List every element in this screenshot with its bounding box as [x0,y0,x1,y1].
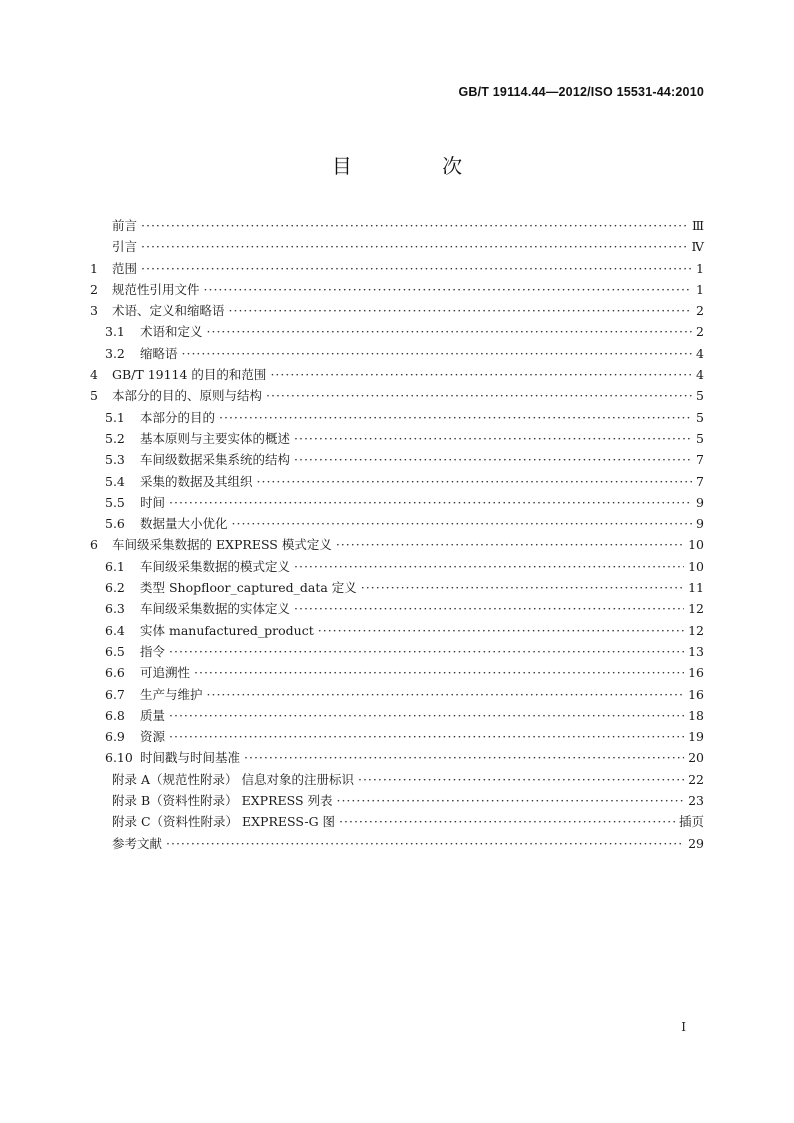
toc-entry-page: 7 [696,452,704,468]
toc-leader-dots [204,279,693,300]
toc-leader-dots [141,258,692,279]
toc-entry-page: 16 [688,665,704,681]
toc-leader-dots [169,705,684,726]
toc-entry-number: 6.5 [105,643,125,659]
toc-leader-dots [244,747,684,768]
toc-entry-number: 6.4 [105,622,125,638]
toc-leader-dots [339,811,675,832]
toc-entry-label: 缩略语 [140,345,178,361]
toc-entry-6-3[interactable] [90,598,704,619]
toc-entry-number: 3.2 [105,345,125,361]
toc-entry-label: 引言 [112,239,138,255]
toc-leader-dots [169,726,684,747]
toc-entry-6-10[interactable] [90,747,704,768]
toc-entry-3-2[interactable] [90,343,704,364]
toc-entry-label: 参考文献 [112,835,163,851]
toc-entry-6-2[interactable] [90,577,704,598]
toc-entry-label: 前言 [112,218,138,233]
toc-entry-6-8[interactable] [90,705,704,726]
toc-entry-label: 规范性引用文件 [112,281,200,297]
toc-entry-6-9[interactable] [90,726,704,747]
toc-entry-label: 车间级数据采集系统的结构 [140,452,291,468]
toc-entry-annex-a[interactable] [90,769,704,790]
toc-leader-dots [232,513,693,534]
toc-entry-page: 插页 [678,814,704,830]
toc-entry-number: 5.3 [105,452,125,468]
toc-entry-label: 车间级采集数据的实体定义 [140,601,291,617]
toc-entry-number: 6 [90,537,98,553]
toc-entry-1[interactable] [90,258,704,279]
table-of-contents [90,215,704,854]
toc-entry-3[interactable] [90,300,704,321]
toc-entry-number: 5.1 [105,409,125,425]
toc-entry-page: 20 [688,750,704,766]
toc-entry-page: Ⅳ [691,239,704,255]
toc-entry-number: 6.2 [105,580,125,596]
toc-leader-dots [361,577,684,598]
toc-entry-page: 16 [688,686,704,702]
toc-entry-5-6[interactable] [90,513,704,534]
toc-entry-2[interactable] [90,279,704,300]
toc-leader-dots [294,449,692,470]
toc-entry-page: 1 [696,260,704,276]
toc-leader-dots [270,364,692,385]
toc-entry-number: 5 [90,388,98,404]
toc-entry-label: 采集的数据及其组织 [140,473,253,489]
toc-entry-page: 10 [688,537,704,553]
toc-entry-5[interactable] [90,385,704,406]
toc-entry-number: 6.6 [105,665,125,681]
toc-entry-bibliography[interactable] [90,833,704,854]
toc-entry-number: 3.1 [105,324,125,340]
toc-entry-label: 时间戳与时间基准 [140,750,241,766]
toc-entry-label: 范围 [112,260,138,276]
toc-entry-number: 4 [90,367,98,383]
toc-entry-page: Ⅲ [691,218,704,233]
toc-entry-foreword[interactable] [90,215,704,236]
toc-entry-5-2[interactable] [90,428,704,449]
toc-entry-number: 6.1 [105,558,125,574]
toc-entry-label: 基本原则与主要实体的概述 [140,430,291,446]
toc-entry-label: 本部分的目的 [140,409,216,425]
toc-entry-6-6[interactable] [90,662,704,683]
toc-leader-dots [336,534,684,555]
toc-leader-dots [141,236,687,257]
toc-entry-page: 18 [688,707,704,723]
toc-entry-label: GB/T 19114 的目的和范围 [112,367,267,383]
toc-entry-number: 6.8 [105,707,125,723]
toc-entry-label: 时间 [140,494,166,510]
toc-entry-number: 6.3 [105,601,125,617]
toc-entry-page: 22 [688,771,704,787]
toc-leader-dots [294,598,684,619]
toc-entry-label: 数据量大小优化 [140,516,228,532]
toc-entry-label: 可追溯性 [140,665,191,681]
toc-leader-dots [358,769,684,790]
toc-entry-label: 附录 C（资料性附录） EXPRESS-G 图 [112,814,336,830]
toc-entry-page: 13 [688,643,704,659]
toc-entry-number: 6.7 [105,686,125,702]
toc-leader-dots [169,641,684,662]
toc-entry-number: 6.10 [105,750,133,766]
toc-entry-page: 2 [696,303,704,319]
toc-entry-page: 5 [696,430,704,446]
toc-entry-page: 4 [696,367,704,383]
toc-entry-number: 2 [90,281,98,297]
toc-leader-dots [318,620,684,641]
toc-entry-label: 实体 manufactured_product [140,622,314,638]
toc-entry-5-1[interactable] [90,407,704,428]
toc-leader-dots [169,492,692,513]
toc-entry-annex-b[interactable] [90,790,704,811]
toc-entry-6-1[interactable] [90,556,704,577]
toc-entry-page: 11 [688,580,704,596]
toc-entry-page: 2 [696,324,704,340]
toc-entry-page: 1 [696,281,704,297]
toc-entry-label: 资源 [140,729,166,745]
toc-entry-label: 本部分的目的、原则与结构 [112,388,263,404]
toc-leader-dots [194,662,684,683]
toc-entry-page: 9 [696,494,704,510]
toc-entry-label: 质量 [140,707,166,723]
toc-entry-page: 5 [696,388,704,404]
toc-entry-3-1[interactable] [90,321,704,342]
toc-entry-label: 车间级采集数据的 EXPRESS 模式定义 [112,537,332,553]
toc-leader-dots [166,833,684,854]
toc-leader-dots [207,684,685,705]
toc-entry-5-4[interactable] [90,471,704,492]
toc-entry-label: 附录 B（资料性附录） EXPRESS 列表 [112,793,333,809]
toc-leader-dots [229,300,693,321]
toc-entry-label: 术语和定义 [140,324,203,340]
toc-entry-number: 5.4 [105,473,125,489]
toc-entry-label: 指令 [140,643,166,659]
toc-leader-dots [336,790,684,811]
page-number: I [681,1020,686,1034]
toc-entry-page: 12 [688,601,704,617]
toc-entry-label: 术语、定义和缩略语 [112,303,225,319]
toc-entry-5-3[interactable] [90,449,704,470]
toc-leader-dots [294,428,692,449]
toc-leader-dots [182,343,693,364]
toc-entry-page: 19 [688,729,704,745]
toc-entry-page: 12 [688,622,704,638]
toc-entry-page: 7 [696,473,704,489]
toc-entry-page: 4 [696,345,704,361]
toc-leader-dots [266,385,692,406]
toc-leader-dots [141,215,688,236]
toc-entry-page: 23 [688,793,704,809]
toc-entry-page: 29 [688,835,704,851]
toc-entry-number: 5.2 [105,430,125,446]
toc-entry-label: 附录 A（规范性附录） 信息对象的注册标识 [112,771,354,787]
toc-entry-page: 9 [696,516,704,532]
toc-entry-6-4[interactable] [90,620,704,641]
toc-entry-number: 5.5 [105,494,125,510]
toc-entry-5-5[interactable] [90,492,704,513]
toc-entry-number: 3 [90,303,98,319]
toc-leader-dots [257,471,693,492]
toc-leader-dots [207,321,693,342]
toc-entry-number: 6.9 [105,729,125,745]
toc-entry-introduction[interactable] [90,236,704,257]
toc-entry-6-5[interactable] [90,641,704,662]
toc-leader-dots [294,556,684,577]
toc-entry-label: 类型 Shopfloor_captured_data 定义 [140,580,357,596]
toc-entry-label: 生产与维护 [140,686,203,702]
page-title: 目 次 [331,154,505,178]
toc-entry-number: 5.6 [105,516,125,532]
toc-entry-label: 车间级采集数据的模式定义 [140,558,291,574]
toc-entry-6[interactable] [90,534,704,555]
toc-entry-number: 1 [90,260,98,276]
toc-entry-page: 10 [688,558,704,574]
toc-entry-annex-c[interactable] [90,811,704,832]
standard-code: GB/T 19114.44—2012/ISO 15531-44:2010 [458,85,704,99]
toc-entry-4[interactable] [90,364,704,385]
toc-entry-6-7[interactable] [90,684,704,705]
toc-entry-page: 5 [696,409,704,425]
toc-leader-dots [219,407,692,428]
